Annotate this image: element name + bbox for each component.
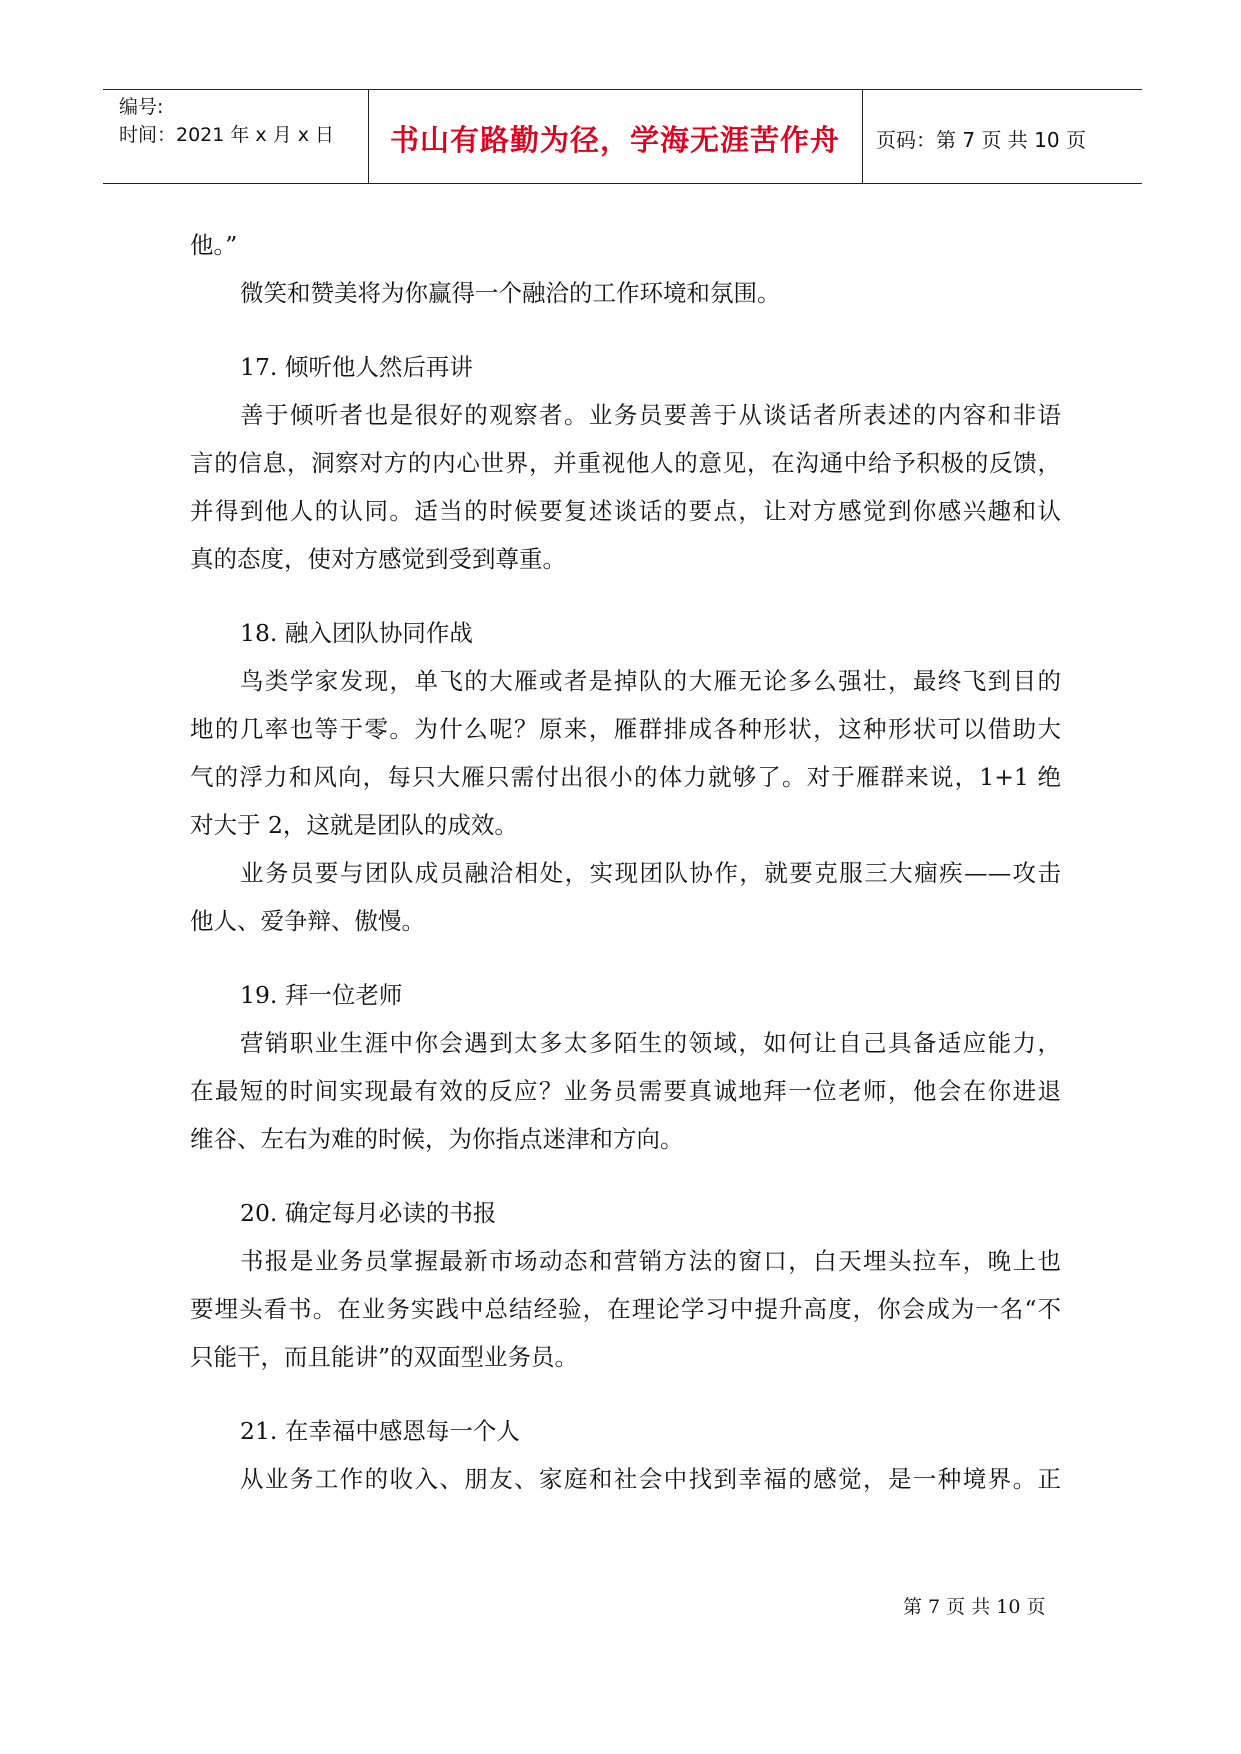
section-heading-21: 21. 在幸福中感恩每一个人	[240, 1417, 520, 1445]
header-motto: 书山有路勤为径，学海无涯苦作舟	[389, 123, 840, 157]
paragraph-line: 他。”	[190, 231, 238, 259]
date-label: 时间：2021 年 x 月 x 日	[119, 124, 335, 146]
paragraph-line: 真的态度，使对方感觉到受到尊重。	[190, 545, 566, 573]
paragraph-line: 鸟类学家发现，单飞的大雁或者是掉队的大雁无论多么强壮，最终飞到目的	[240, 667, 1061, 695]
paragraph-line: 在最短的时间实现最有效的反应？业务员需要真诚地拜一位老师，他会在你进退	[190, 1077, 1061, 1105]
paragraph-line: 并得到他人的认同。适当的时候要复述谈话的要点，让对方感觉到你感兴趣和认	[190, 497, 1061, 525]
section-heading-18: 18. 融入团队协同作战	[240, 619, 473, 647]
header-meta-cell	[103, 90, 369, 183]
page-footer: 第 7 页 共 10 页	[903, 1596, 1046, 1618]
header-page-cell	[862, 90, 1142, 183]
paragraph-line: 要埋头看书。在业务实践中总结经验，在理论学习中提升高度，你会成为一名“不	[190, 1295, 1061, 1323]
paragraph-line: 书报是业务员掌握最新市场动态和营销方法的窗口，白天埋头拉车，晚上也	[240, 1247, 1061, 1275]
header-page-info: 页码：第 7 页 共 10 页	[876, 128, 1086, 152]
paragraph-line: 营销职业生涯中你会遇到太多太多陌生的领域，如何让自己具备适应能力，	[240, 1029, 1061, 1057]
section-heading-20: 20. 确定每月必读的书报	[240, 1199, 497, 1227]
paragraph-line: 地的几率也等于零。为什么呢？原来，雁群排成各种形状，这种形状可以借助大	[190, 715, 1061, 743]
paragraph-line: 言的信息，洞察对方的内心世界，并重视他人的意见，在沟通中给予积极的反馈，	[190, 449, 1061, 477]
section-heading-19: 19. 拜一位老师	[240, 981, 403, 1009]
document-body	[190, 221, 1061, 1503]
paragraph-line: 维谷、左右为难的时候，为你指点迷津和方向。	[190, 1125, 684, 1153]
paragraph-line: 气的浮力和风向，每只大雁只需付出很小的体力就够了。对于雁群来说，1+1 绝	[190, 763, 1061, 791]
paragraph-line: 微笑和赞美将为你赢得一个融洽的工作环境和氛围。	[240, 279, 781, 307]
paragraph-line: 业务员要与团队成员融洽相处，实现团队协作，就要克服三大痼疾——攻击	[240, 859, 1061, 887]
serial-number-label: 编号:	[119, 96, 164, 118]
paragraph-line: 善于倾听者也是很好的观察者。业务员要善于从谈话者所表述的内容和非语	[240, 401, 1061, 429]
paragraph-line: 他人、爱争辩、傲慢。	[190, 907, 425, 935]
header-motto-cell	[368, 90, 863, 183]
paragraph-line: 只能干，而且能讲”的双面型业务员。	[190, 1343, 579, 1371]
paragraph-line: 对大于 2，这就是团队的成效。	[190, 811, 518, 839]
paragraph-line: 从业务工作的收入、朋友、家庭和社会中找到幸福的感觉，是一种境界。正	[240, 1465, 1061, 1493]
header-table	[103, 89, 1142, 184]
section-heading-17: 17. 倾听他人然后再讲	[240, 353, 473, 381]
